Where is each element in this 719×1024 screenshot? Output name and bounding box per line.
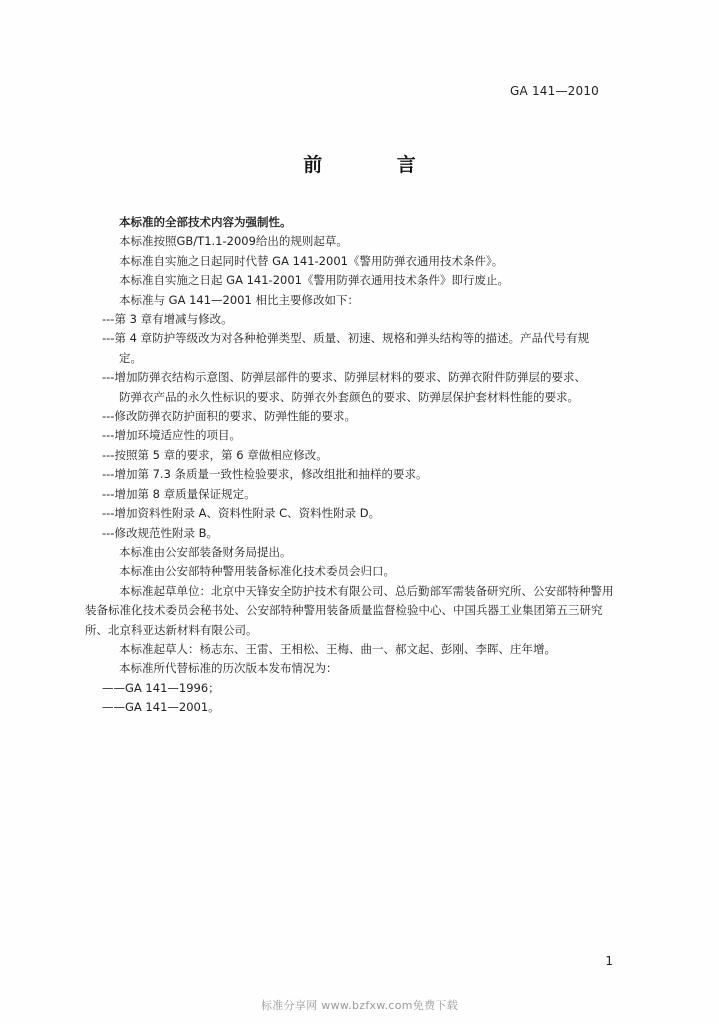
paragraph-drafters: 本标准起草人：杨志东、王雷、王相松、王梅、曲一、郝文起、彭刚、李晖、庄年增。 [119,641,556,656]
paragraph-drafting-rules: 本标准按照GB/T1.1-2009给出的规则起草。 [119,234,348,249]
page-number: 1 [605,954,613,968]
list-item: ---按照第 5 章的要求，第 6 章做相应修改。 [102,447,328,462]
paragraph-replaces: 本标准自实施之日起同时代替 GA 141-2001《警用防弹衣通用技术条件》。 [119,253,504,268]
list-item: ——GA 141—2001。 [102,700,220,715]
footer-watermark: 标准分享网 www.bzfxw.com免费下载 [261,999,458,1012]
list-item: ---增加资料性附录 A、资料性附录 C、资料性附录 D。 [102,506,381,521]
paragraph-version-history: 本标准所代替标准的历次版本发布情况为： [119,661,338,676]
list-item: ---修改防弹衣防护面积的要求、防弹性能的要求。 [102,409,356,424]
paragraph-mandatory: 本标准的全部技术内容为强制性。 [119,215,292,229]
document-body [85,213,629,718]
list-item-continuation: 防弹衣产品的永久性标识的要求、防弹衣外套颜色的要求、防弹层保护套材料性能的要求。 [119,389,579,404]
standard-code: GA 141—2010 [510,84,599,98]
list-item: ---增加第 8 章质量保证规定。 [102,486,256,501]
list-item: ---第 4 章防护等级改为对各种枪弹类型、质量、初速、规格和弹头结构等的描述。产品代号有规 [102,331,590,346]
list-item: ---增加环境适应性的项目。 [102,428,241,443]
paragraph-drafting-units: 本标准起草单位：北京中天锋安全防护技术有限公司、总后勤部军需装备研究所、公安部特种警用 [119,583,614,598]
paragraph-centralized-by: 本标准由公安部特种警用装备标准化技术委员会归口。 [119,564,395,579]
paragraph-drafting-units-continued: 所、北京科亚达新材料有限公司。 [85,622,258,637]
paragraph-drafting-units-continued: 装备标准化技术委员会秘书处、公安部特种警用装备质量监督检验中心、中国兵器工业集团第五三研究 [85,603,603,618]
list-item: ——GA 141—1996； [102,680,220,695]
list-item: ---增加防弹衣结构示意图、防弹层部件的要求、防弹层材料的要求、防弹衣附件防弹层的要求、 [102,370,586,385]
paragraph-proposed-by: 本标准由公安部装备财务局提出。 [119,544,292,559]
paragraph-abolished: 本标准自实施之日起 GA 141-2001《警用防弹衣通用技术条件》即行废止。 [119,273,509,288]
list-item-continuation: 定。 [119,350,142,365]
list-item: ---第 3 章有增减与修改。 [102,312,233,327]
list-item: ---增加第 7.3 条质量一致性检验要求，修改组批和抽样的要求。 [102,467,428,482]
paragraph-changes-intro: 本标准与 GA 141—2001 相比主要修改如下： [119,292,359,307]
page-title: 前 言 [303,154,450,176]
list-item: ---修改规范性附录 B。 [102,525,218,540]
